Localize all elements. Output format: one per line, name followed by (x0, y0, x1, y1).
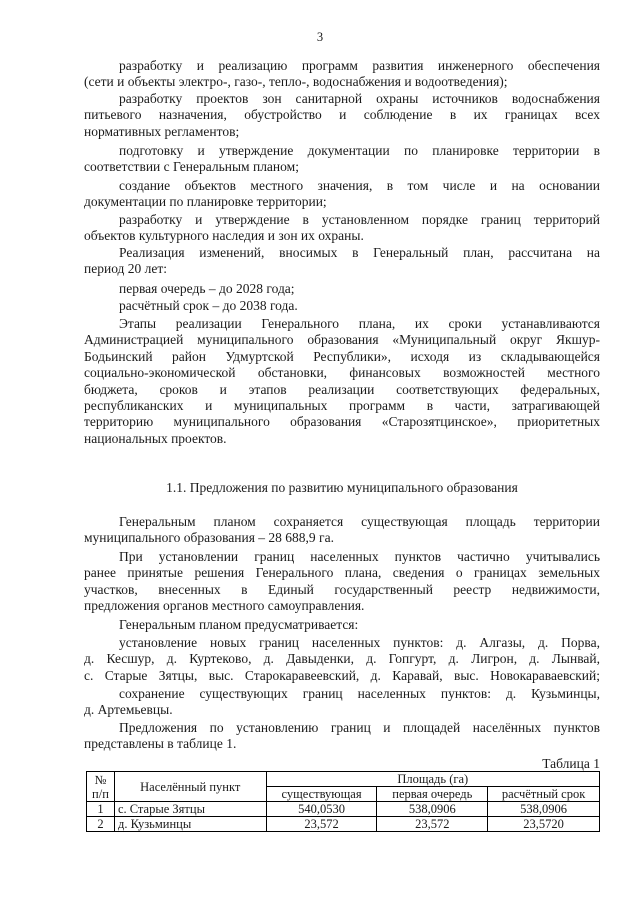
text-line: Этапы реализации Генерального плана, их сроки устанавливаются (119, 316, 600, 331)
paragraph (84, 514, 600, 547)
table-row (87, 817, 600, 832)
text-line: Генеральным планом сохраняется существующая площадь территории (119, 514, 600, 529)
paragraph (84, 617, 600, 633)
text-line: территорию муниципального образования «Старозятцинское», приоритетных (84, 414, 600, 430)
paragraph (84, 212, 600, 245)
settlements-area-table (86, 771, 600, 832)
cell-settlement: д. Кузьминцы (114, 817, 266, 832)
text-line: бюджета, сроков и этапов реализации соответствующих федеральных, (84, 381, 600, 397)
col-header-area (266, 772, 599, 787)
page-number: 3 (316, 30, 324, 44)
header-label: № п/п (92, 772, 109, 801)
text-line: д. Кесшур, д. Куртеково, д. Давыденки, д. Гопгурт, д. Лигрон, д. Лынвай, (84, 651, 600, 667)
cell-first-stage: 538,0906 (377, 802, 488, 817)
text-line: Реализация изменений, вносимых в Генеральный план, рассчитана на (119, 245, 600, 260)
paragraph (84, 178, 600, 211)
col-header-settlement (114, 772, 266, 802)
paragraph (84, 720, 600, 753)
text-line: разработку и реализацию программ развития инженерного обеспечения (119, 58, 600, 73)
cell-existing: 23,572 (266, 817, 377, 832)
text-line: предложения органов местного самоуправления. (84, 598, 365, 614)
text-line: социально-экономической обстановки, финансовых возможностей местного (84, 365, 600, 381)
cell-first-stage: 23,572 (377, 817, 488, 832)
paragraph (84, 245, 600, 278)
text-line: установление новых границ населенных пунктов: д. Алгазы, д. Порва, (119, 635, 600, 650)
text-line: объектов культурного наследия и зон их охраны. (84, 228, 364, 244)
text-line: республиканских и муниципальных программ в части, затрагивающей (84, 398, 600, 414)
section-heading: 1.1. Предложения по развитию муниципального образования (166, 480, 518, 495)
text-line: (сети и объекты электро-, газо-, тепло-, водоснабжения и водоотведения); (84, 74, 508, 90)
text-line: соответствии с Генеральным планом; (84, 159, 299, 175)
header-label: Площадь (га) (397, 772, 469, 786)
text-line: Администрацией муниципального образования «Муниципальный округ Якшур- (84, 332, 600, 348)
col-header-existing: существующая (266, 787, 377, 802)
text-line: питьевого назначения, обустройство и соблюдение в их границах всех (84, 107, 600, 123)
text-line: муниципального образования – 28 688,9 га. (84, 530, 334, 546)
cell-settlement: с. Старые Зятцы (114, 802, 266, 817)
cell-final-term: 23,5720 (488, 817, 600, 832)
col-header-number (87, 772, 115, 802)
header-label: Населённый пункт (140, 779, 241, 794)
col-header-final-term: расчётный срок (488, 787, 600, 802)
text-line: участков, внесенных в Единый государственный реестр недвижимости, (84, 581, 600, 597)
cell-final-term: 538,0906 (488, 802, 600, 817)
text-line: период 20 лет: (84, 261, 168, 277)
text-line: разработку проектов зон санитарной охраны источников водоснабжения (119, 91, 600, 106)
text-line: подготовку и утверждение документации по планировке территории в (119, 143, 600, 158)
text-line: ранее принятые решения Генерального плана, сведения о границах земельных (84, 565, 600, 581)
text-line: национальных проектов. (84, 430, 227, 446)
table-row (87, 802, 600, 817)
text-line: нормативных регламентов; (84, 123, 240, 139)
text-line: представлены в таблице 1. (84, 736, 237, 752)
text-line: Предложения по установлению границ и площадей населённых пунктов (119, 720, 600, 735)
text-line: первая очередь – до 2028 года; (119, 281, 295, 296)
text-line: расчётный срок – до 2038 года. (119, 298, 298, 313)
cell-number: 2 (87, 817, 115, 832)
text-line: разработку и утверждение в установленном порядке границ территорий (119, 212, 600, 227)
col-header-first-stage: первая очередь (377, 787, 488, 802)
table-caption: Таблица 1 (542, 756, 600, 771)
text-line: Бодьинский район Удмуртской Республики», исходя из складывающейся (84, 348, 600, 364)
cell-existing: 540,0530 (266, 802, 377, 817)
paragraph (84, 635, 600, 684)
text-line: При установлении границ населенных пунктов частично учитывались (119, 549, 600, 564)
cell-number: 1 (87, 802, 115, 817)
paragraph (84, 91, 600, 140)
text-line: Генеральным планом предусматривается: (119, 617, 359, 632)
text-line: д. Артемьевцы. (84, 702, 173, 718)
text-line: создание объектов местного значения, в том числе и на основании (119, 178, 600, 193)
text-line: сохранение существующих границ населенных пунктов: д. Кузьминцы, (119, 686, 600, 701)
table-header-row (87, 772, 600, 787)
paragraph (84, 298, 600, 314)
paragraph (84, 549, 600, 615)
paragraph (84, 58, 600, 91)
paragraph (84, 281, 600, 297)
paragraph (84, 143, 600, 176)
paragraph (84, 316, 600, 447)
text-line: с. Старые Зятцы, выс. Старокаравеевский, д. Каравай, выс. Новокараваевский; (84, 667, 600, 683)
paragraph (84, 686, 600, 719)
text-line: документации по планировке территории; (84, 194, 327, 210)
